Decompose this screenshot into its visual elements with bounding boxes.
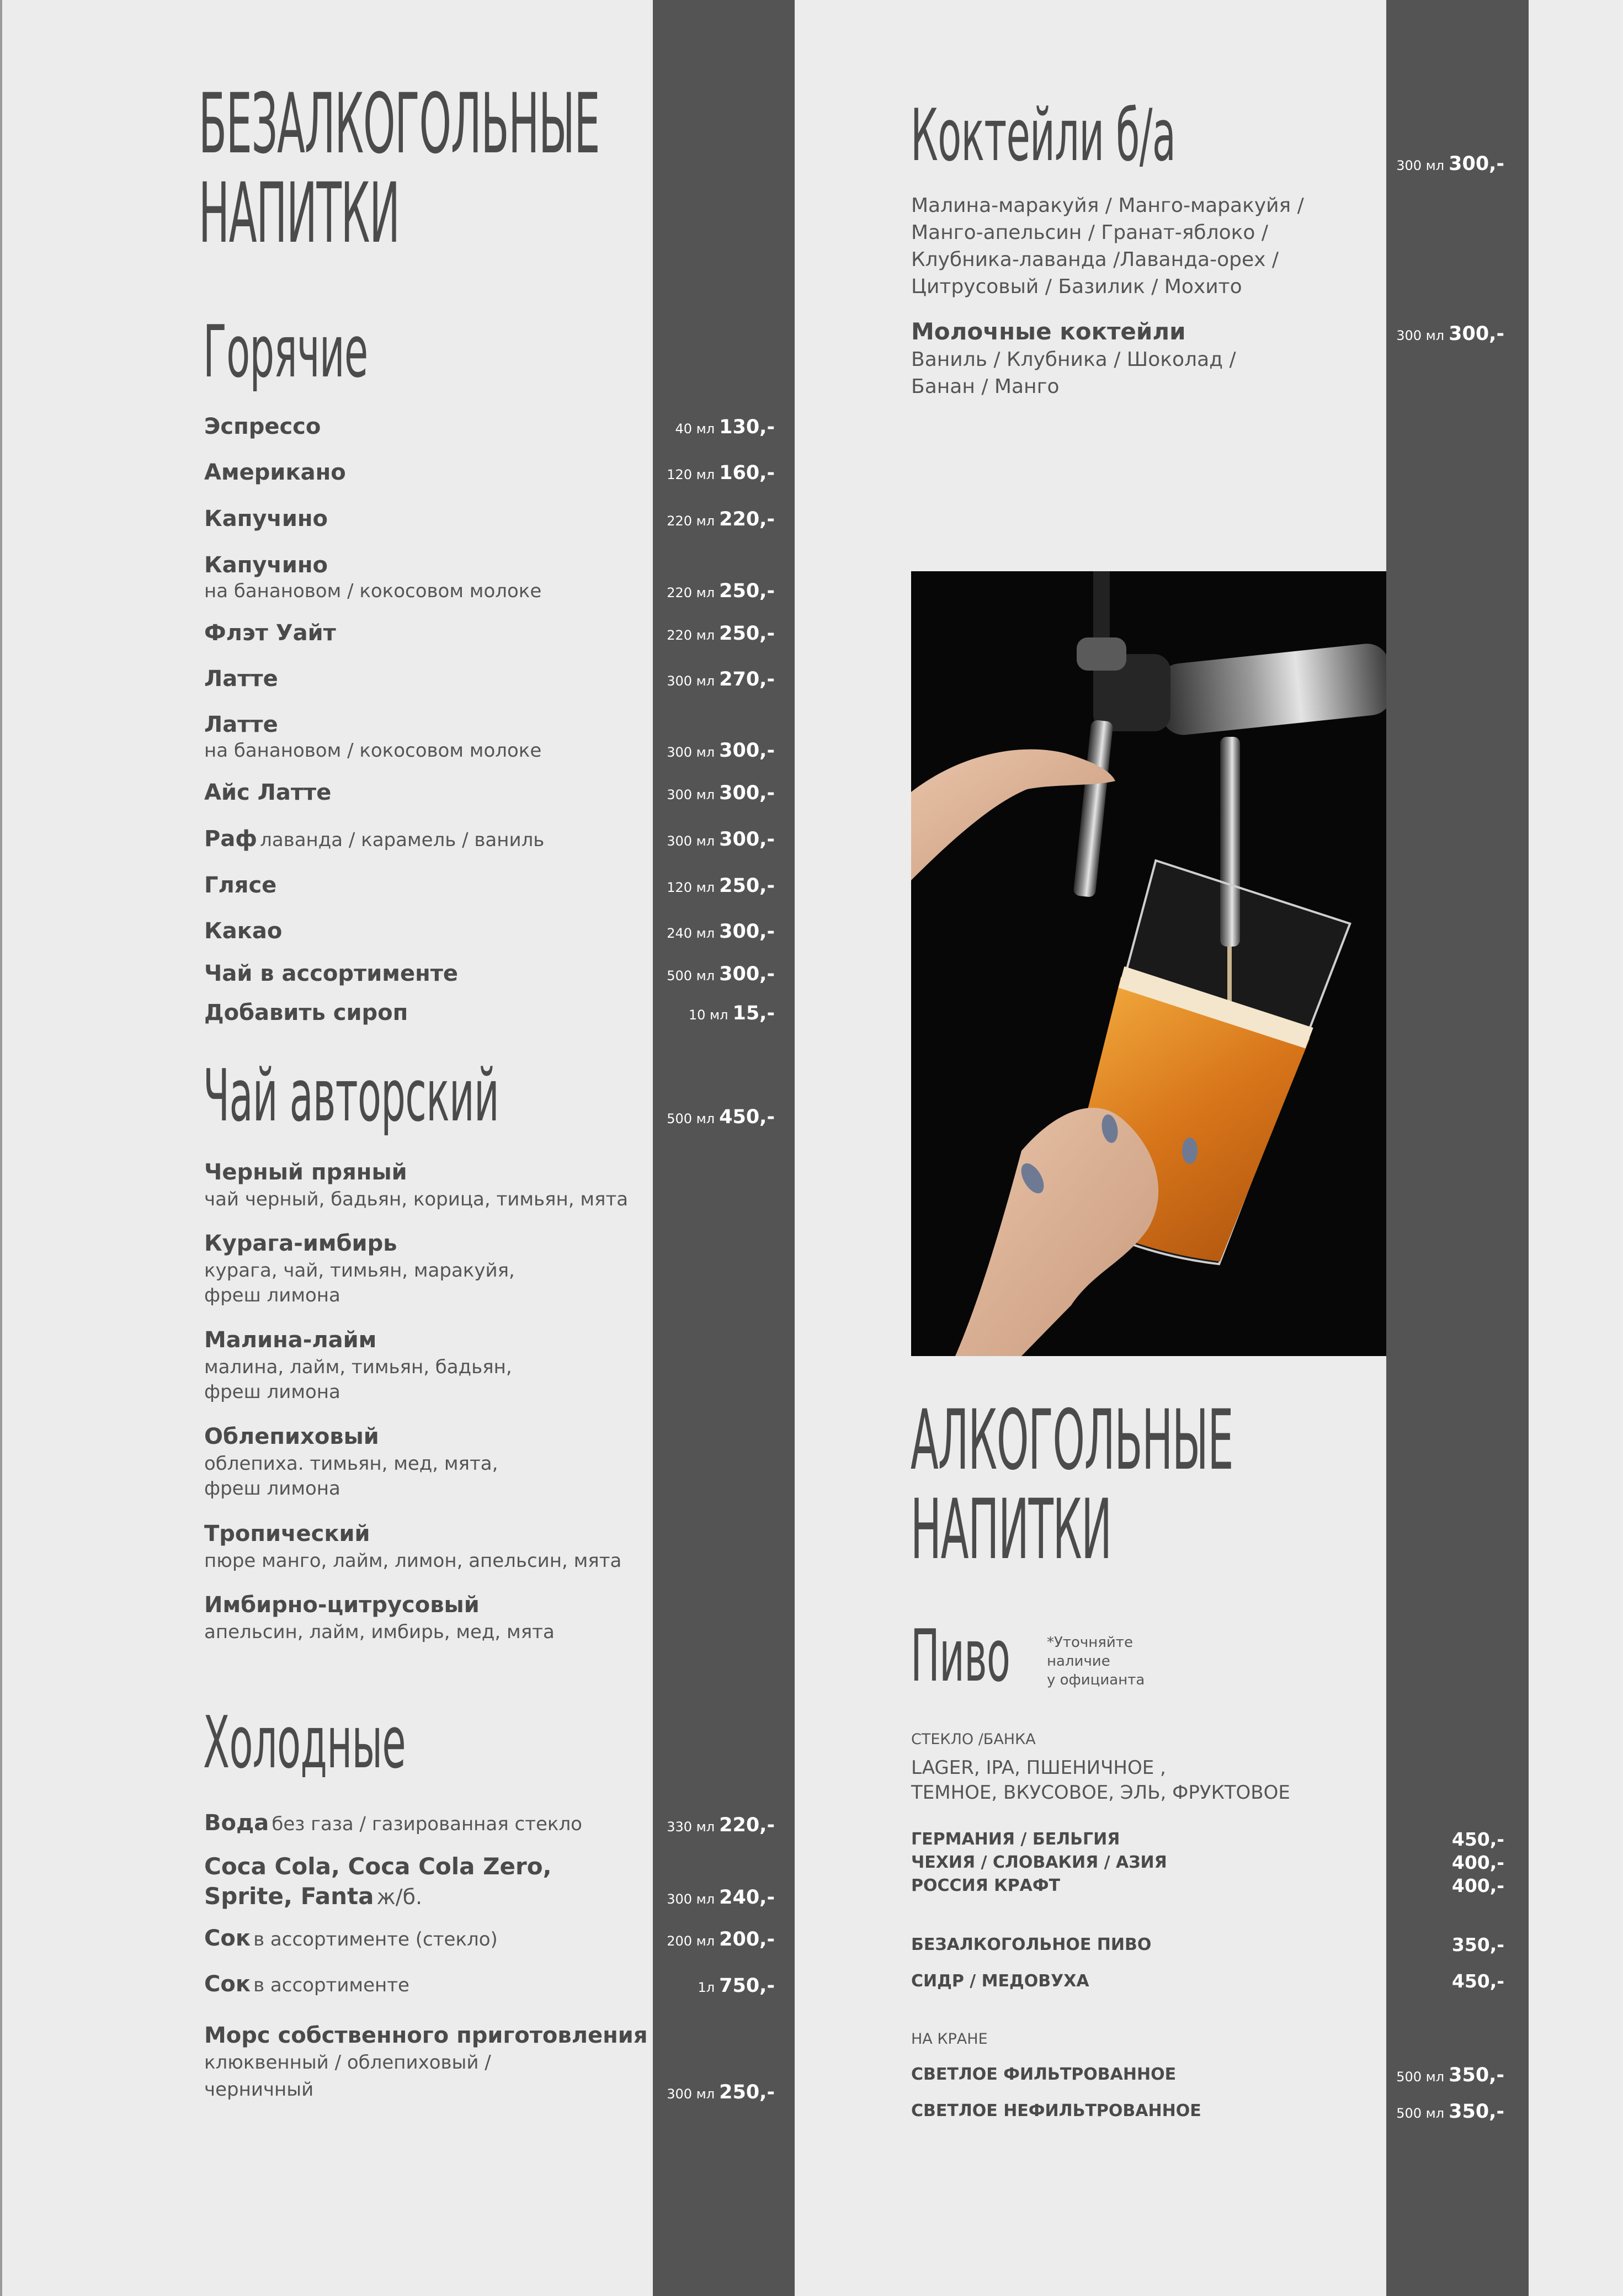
menu-item: Имбирно-цитрусовый: [204, 1592, 480, 1618]
menu-item: Вода без газа / газированная стекло: [204, 1810, 582, 1836]
title-nonalco-line2: НАПИТКИ: [199, 166, 400, 262]
section-hot-heading: Горячие: [203, 310, 368, 394]
menu-item: Черный пряный: [204, 1160, 407, 1185]
menu-item: Тропический: [204, 1521, 370, 1546]
item-description: клюквенный / облепиховый /: [204, 2051, 491, 2074]
menu-item: Глясе: [204, 873, 277, 898]
menu-item: Coca Cola, Coca Cola Zero,: [204, 1853, 552, 1880]
title-alco-line1: АЛКОГОЛЬНЫЕ: [911, 1393, 1233, 1489]
item-price: 220 мл 220,-: [667, 508, 775, 530]
item-description: апельсин, лайм, имбирь, мед, мята: [204, 1621, 555, 1643]
price-band-left: [653, 0, 795, 2296]
item-price: 120 мл 160,-: [667, 462, 775, 484]
item-price: 300 мл 270,-: [667, 668, 775, 690]
item-price: 220 мл 250,-: [667, 623, 775, 645]
title-alco-line2: НАПИТКИ: [911, 1482, 1111, 1578]
menu-item: Добавить сироп: [204, 1000, 408, 1025]
menu-item: Эспрессо: [204, 414, 321, 439]
item-price: 300 мл 300,-: [667, 740, 775, 762]
cider-price: 450,-: [1451, 1970, 1504, 1992]
item-description: чай черный, бадьян, корица, тимьян, мята: [204, 1188, 629, 1210]
item-price: 40 мл 130,-: [675, 416, 775, 438]
item-price: 300 мл 240,-: [667, 1886, 775, 1909]
menu-item: Американо: [204, 460, 346, 485]
beer-group-price: 400,-: [1451, 1875, 1504, 1896]
item-price: 240 мл 300,-: [667, 921, 775, 943]
item-description: на банановом / кокосовом молоке: [204, 580, 542, 602]
item-description: курага, чай, тимьян, маракуйя,: [204, 1259, 515, 1282]
nonalco-beer-price: 350,-: [1451, 1934, 1504, 1955]
menu-item: Облепиховый: [204, 1424, 379, 1449]
cocktails-price: 300 мл 300,-: [1396, 153, 1504, 175]
item-price: 300 мл 300,-: [667, 828, 775, 851]
item-description: фреш лимона: [204, 1477, 340, 1500]
section-beer-heading: Пиво: [911, 1614, 1010, 1698]
beer-group: РОССИЯ КРАФТ: [911, 1876, 1061, 1895]
cocktail-flavors: Клубника-лаванда /Лаванда-орех /: [911, 248, 1279, 271]
cocktail-flavors: Цитрусовый / Базилик / Мохито: [911, 275, 1242, 298]
tap-beer: СВЕТЛОЕ НЕФИЛЬТРОВАННОЕ: [911, 2101, 1201, 2120]
page-edge: [0, 0, 2, 2296]
tea-price: 500 мл 450,-: [667, 1106, 775, 1128]
item-description: пюре манго, лайм, лимон, апельсин, мята: [204, 1550, 622, 1572]
menu-item: Морс собственного приготовления: [204, 2023, 648, 2048]
beer-types: LAGER, IPA, ПШЕНИЧНОЕ ,: [911, 1757, 1166, 1779]
menu-item: Флэт Уайт: [204, 620, 336, 646]
item-description: фреш лимона: [204, 1381, 340, 1403]
menu-item: Капучино: [204, 506, 328, 532]
beer-types: ТЕМНОЕ, ВКУСОВОЕ, ЭЛЬ, ФРУКТОВОЕ: [911, 1782, 1290, 1804]
menu-item: Sprite, Fanta ж/б.: [204, 1883, 423, 1910]
section-tea-heading: Чай авторский: [203, 1054, 499, 1138]
item-description: черничный: [204, 2079, 314, 2101]
menu-item: Раф лаванда / карамель / ваниль: [204, 826, 545, 852]
milkshakes-title: Молочные коктейли: [911, 318, 1186, 345]
item-price: 220 мл 250,-: [667, 580, 775, 602]
item-price: 120 мл 250,-: [667, 875, 775, 897]
menu-item: Малина-лайм: [204, 1327, 377, 1353]
item-description: облепиха. тимьян, мед, мята,: [204, 1453, 498, 1475]
menu-item: Латте: [204, 666, 278, 692]
item-description: малина, лайм, тимьян, бадьян,: [204, 1356, 512, 1378]
title-nonalco-line1: БЕЗАЛКОГОЛЬНЫЕ: [199, 76, 600, 172]
tap-beer-price: 500 мл 350,-: [1396, 2101, 1504, 2123]
milkshakes-price: 300 мл 300,-: [1396, 323, 1504, 345]
beer-group: ЧЕХИЯ / СЛОВАКИЯ / АЗИЯ: [911, 1853, 1167, 1872]
beer-group-price: 450,-: [1451, 1829, 1504, 1850]
item-price: 300 мл 250,-: [667, 2081, 775, 2103]
item-price: 300 мл 300,-: [667, 782, 775, 804]
menu-item: Какао: [204, 918, 283, 944]
cocktail-flavors: Малина-маракуйя / Манго-маракуйя /: [911, 194, 1304, 217]
item-price: 10 мл 15,-: [688, 1002, 775, 1024]
item-price: 1л 750,-: [698, 1975, 775, 1997]
item-price: 500 мл 300,-: [667, 963, 775, 985]
menu-item: Чай в ассортименте: [204, 961, 459, 986]
section-cocktails-heading: Коктейли б/а: [911, 93, 1176, 177]
menu-item: Латте: [204, 712, 278, 737]
menu-item: Айс Латте: [204, 780, 332, 805]
menu-item: Сок в ассортименте: [204, 1971, 409, 1997]
cider: СИДР / МЕДОВУХА: [911, 1971, 1089, 1991]
item-price: 200 мл 200,-: [667, 1928, 775, 1950]
beer-group-price: 400,-: [1451, 1852, 1504, 1873]
milkshake-flavors: Ваниль / Клубника / Шоколад /: [911, 348, 1236, 371]
cocktail-flavors: Манго-апельсин / Гранат-яблоко /: [911, 221, 1268, 244]
beer-glass-label: СТЕКЛО /БАНКА: [911, 1731, 1036, 1748]
menu-item: Сок в ассортименте (стекло): [204, 1926, 498, 1951]
tap-beer-price: 500 мл 350,-: [1396, 2064, 1504, 2086]
section-cold-heading: Холодные: [203, 1700, 406, 1784]
menu-item: Капучино: [204, 552, 328, 578]
menu-item: Курага-имбирь: [204, 1231, 397, 1256]
item-price: 330 мл 220,-: [667, 1814, 775, 1836]
item-description: на банановом / кокосовом молоке: [204, 740, 542, 762]
beer-availability-note: *Уточняйте наличие у официанта: [1047, 1634, 1145, 1688]
beer-tap-photo: [911, 571, 1386, 1356]
tap-beer: СВЕТЛОЕ ФИЛЬТРОВАННОЕ: [911, 2065, 1177, 2084]
milkshake-flavors: Банан / Манго: [911, 375, 1060, 398]
beer-group: ГЕРМАНИЯ / БЕЛЬГИЯ: [911, 1830, 1120, 1849]
nonalco-beer: БЕЗАЛКОГОЛЬНОЕ ПИВО: [911, 1935, 1152, 1954]
tap-label: НА КРАНЕ: [911, 2031, 988, 2048]
item-description: фреш лимона: [204, 1284, 340, 1306]
